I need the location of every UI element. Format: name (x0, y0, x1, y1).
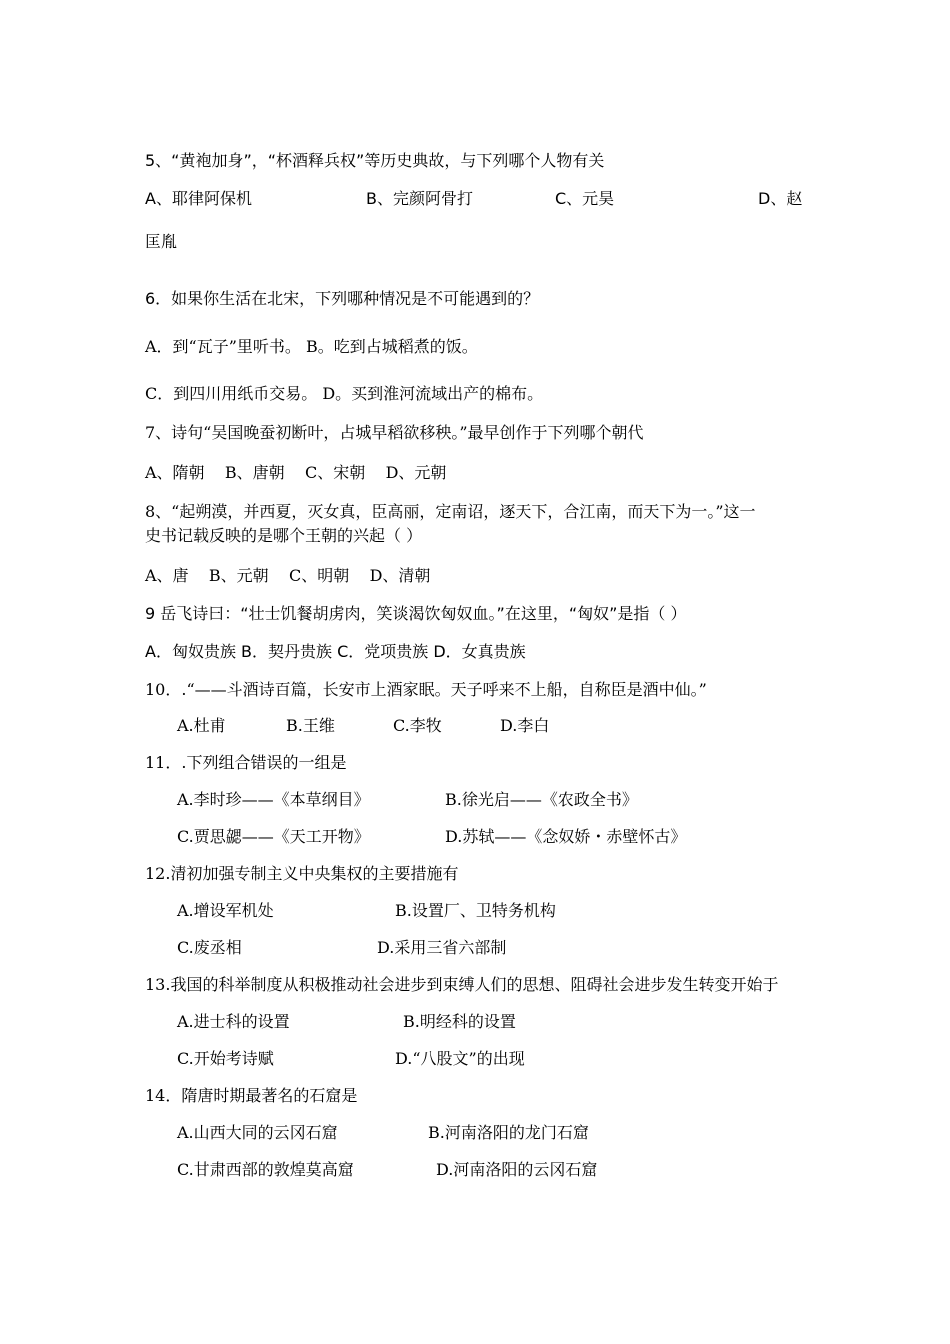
q10-option-c: C.李牧 (393, 716, 442, 735)
q7-options: A、隋朝 B、唐朝 C、宋朝 D、元朝 (145, 463, 447, 482)
q8-options: A、唐 B、元朝 C、明朝 D、清朝 (145, 566, 431, 585)
q5-option-a: A、耶律阿保机 (145, 189, 252, 208)
q14-option-b: B.河南洛阳的龙门石窟 (428, 1123, 589, 1142)
q8-stem-line2: 史书记载反映的是哪个王朝的兴起（ ） (145, 526, 423, 545)
q5-option-d-continued: 匡胤 (145, 232, 178, 251)
q10-stem: 10．.“——斗酒诗百篇，长安市上酒家眠。天子呼来不上船，自称臣是酒中仙。” (145, 680, 707, 699)
q6-options-cd: C．到四川用纸币交易。 D。买到淮河流域出产的棉布。 (145, 384, 544, 403)
q11-option-b: B.徐光启——《农政全书》 (445, 790, 638, 809)
q11-option-d: D.苏轼——《念奴娇・赤壁怀古》 (445, 827, 687, 846)
q13-option-d: D.“八股文”的出现 (395, 1049, 525, 1068)
q10-option-b: B.王维 (286, 716, 335, 735)
q10-option-a: A.杜甫 (177, 716, 226, 735)
q11-option-a: A.李时珍——《本草纲目》 (177, 790, 370, 809)
q5-option-b: B、完颜阿骨打 (366, 189, 473, 208)
q13-option-c: C.开始考诗赋 (177, 1049, 274, 1068)
q14-stem: 14．隋唐时期最著名的石窟是 (145, 1086, 358, 1105)
q14-option-a: A.山西大同的云冈石窟 (177, 1123, 338, 1142)
q9-stem: 9 岳飞诗曰：“壮士饥餐胡虏肉，笑谈渴饮匈奴血。”在这里，“匈奴”是指（ ） (145, 604, 687, 623)
q5-option-d: D、赵 (758, 189, 803, 208)
q14-option-c: C.甘肃西部的敦煌莫高窟 (177, 1160, 354, 1179)
q13-stem: 13.我国的科举制度从积极推动社会进步到束缚人们的思想、阻碍社会进步发生转变开始于 (145, 975, 779, 994)
q7-stem: 7、诗句“吴国晚蚕初断叶，占城早稻欲移秧。”最早创作于下列哪个朝代 (145, 423, 644, 442)
q8-stem-line1: 8、“起朔漠，并西夏，灭女真，臣高丽，定南诏，逐天下，合江南，而天下为一。”这一 (145, 502, 756, 521)
q5-stem: 5、“黄袍加身”，“杯酒释兵权”等历史典故，与下列哪个人物有关 (145, 151, 605, 170)
q13-option-a: A.进士科的设置 (177, 1012, 290, 1031)
q12-option-d: D.采用三省六部制 (377, 938, 507, 957)
q11-option-c: C.贾思勰——《天工开物》 (177, 827, 370, 846)
q11-stem: 11．.下列组合错误的一组是 (145, 753, 347, 772)
q9-options: A．匈奴贵族 B．契丹贵族 C．党项贵族 D．女真贵族 (145, 642, 526, 661)
q10-option-d: D.李白 (500, 716, 550, 735)
q14-option-d: D.河南洛阳的云冈石窟 (436, 1160, 598, 1179)
q12-option-a: A.增设军机处 (177, 901, 274, 920)
q12-option-c: C.废丞相 (177, 938, 242, 957)
q6-stem: 6．如果你生活在北宋，下列哪种情况是不可能遇到的？ (145, 289, 540, 308)
q5-option-c: C、元昊 (555, 189, 615, 208)
q12-option-b: B.设置厂、卫特务机构 (395, 901, 556, 920)
q6-options-ab: A．到“瓦子”里听书。 B。吃到占城稻煮的饭。 (145, 337, 478, 356)
q13-option-b: B.明经科的设置 (403, 1012, 516, 1031)
q12-stem: 12.清初加强专制主义中央集权的主要措施有 (145, 864, 459, 883)
